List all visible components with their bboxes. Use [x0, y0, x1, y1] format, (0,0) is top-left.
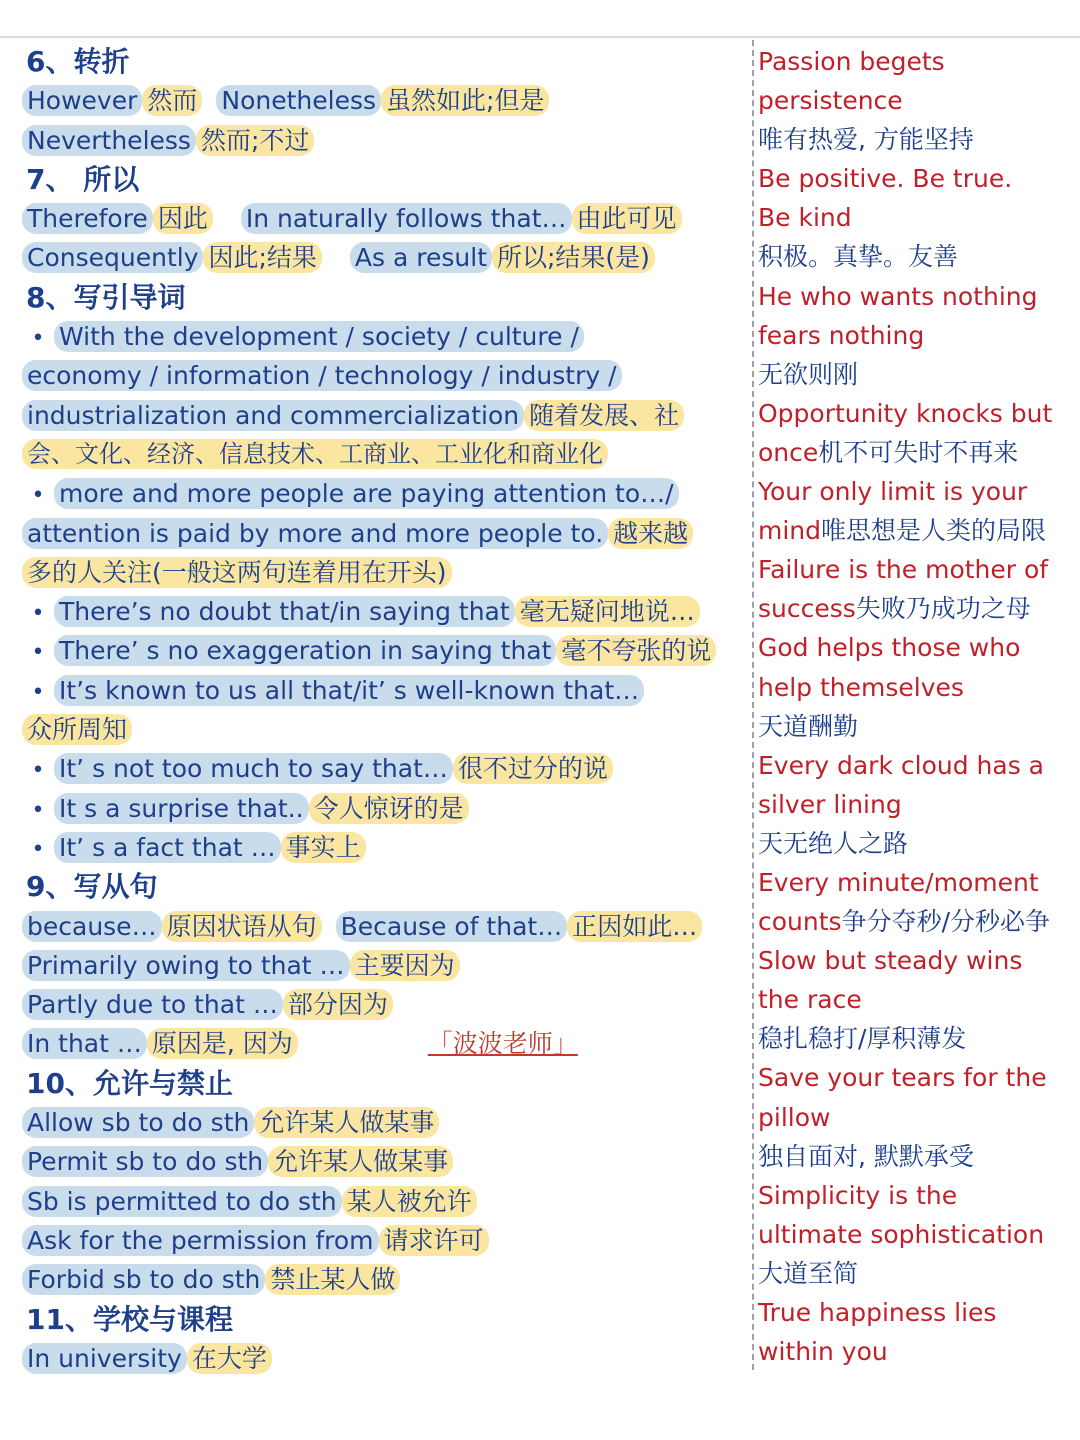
bullet: • — [31, 758, 45, 784]
quote-translation: 稳扎稳打/厚积薄发 — [758, 1024, 967, 1054]
quote-zh: 失败乃成功之母 — [855, 594, 1031, 624]
section-heading-permission: 10、允许与禁止 — [26, 1066, 233, 1100]
quote-line: He who wants nothing — [758, 281, 1038, 311]
phrase-zh: 多的人关注(一般这两句连着用在开头) — [22, 557, 452, 588]
phrase-en: In university — [22, 1343, 187, 1374]
phrase-en: Allow sb to do sth — [22, 1107, 254, 1138]
quote-line: silver lining — [758, 789, 902, 819]
bullet: • — [31, 679, 45, 705]
quote-translation: 积极。真挚。友善 — [758, 242, 959, 272]
quote-line: Your only limit is your — [758, 477, 1028, 507]
phrase-line — [22, 631, 750, 670]
author-signature: 「波波老师」 — [427, 1029, 578, 1059]
quote-translation: 天道酬勤 — [758, 711, 859, 741]
phrase-zh: 允许某人做某事 — [268, 1146, 453, 1177]
phrase-en: attention is paid by more and more people to. — [22, 518, 608, 549]
quote-en: mind — [758, 516, 822, 546]
phrase-line — [22, 396, 750, 435]
phrase-zh: 部分因为 — [283, 989, 393, 1020]
quote-line: Save your tears for the — [758, 1063, 1047, 1093]
quote-line: Slow but steady wins — [758, 946, 1023, 976]
phrase-line — [22, 946, 750, 985]
top-divider — [0, 36, 1080, 38]
phrase-line — [22, 474, 750, 513]
quote-translation: 无欲则刚 — [758, 359, 859, 389]
phrase-zh: 很不过分的说 — [453, 753, 613, 784]
phrase-en: There’ s no exaggeration in saying that — [54, 635, 556, 666]
phrase-en: With the development / society / culture / — [54, 321, 584, 352]
phrase-en: industrialization and commercialization — [22, 400, 524, 431]
quote-line: the race — [758, 985, 862, 1015]
quote-zh: 唯思想是人类的局限 — [821, 516, 1047, 546]
phrase-line — [22, 514, 750, 553]
quote-line: Opportunity knocks but — [758, 398, 1053, 428]
bullet: • — [31, 326, 45, 352]
quote-en: success — [758, 594, 856, 624]
phrase-zh: 原因是, 因为 — [147, 1028, 298, 1059]
quote-line — [758, 511, 1078, 550]
quotes-column — [758, 42, 1078, 1371]
phrase-line — [22, 81, 750, 120]
phrase-en: Partly due to that … — [22, 989, 283, 1020]
quote-line: Be positive. Be true. — [758, 164, 1013, 194]
phrase-line — [22, 199, 750, 238]
phrase-zh: 原因状语从句 — [162, 911, 322, 942]
section-heading-clauses: 9、写从句 — [26, 870, 158, 904]
phrase-line — [22, 553, 750, 592]
phrase-zh: 因此;结果 — [203, 242, 321, 273]
quote-line — [758, 902, 1078, 941]
phrase-line — [22, 749, 750, 788]
phrase-line — [22, 789, 750, 828]
phrase-zh: 因此 — [153, 203, 213, 234]
phrase-line — [22, 907, 750, 946]
quote-en: counts — [758, 907, 842, 937]
phrase-en: Nonetheless — [216, 85, 381, 116]
section-heading-school: 11、学校与课程 — [26, 1302, 233, 1336]
phrase-line — [22, 1221, 750, 1260]
quote-line: Failure is the mother of — [758, 555, 1049, 585]
phrase-line — [22, 1103, 750, 1142]
phrase-line — [22, 1339, 750, 1378]
phrase-en: economy / information / technology / industry / — [22, 360, 622, 391]
phrase-en: It s a surprise that.. — [54, 793, 309, 824]
phrase-en: In naturally follows that… — [241, 203, 572, 234]
phrase-line — [22, 671, 750, 710]
phrase-zh: 众所周知 — [22, 714, 132, 745]
phrase-zh: 正因如此… — [567, 911, 702, 942]
phrase-zh: 事实上 — [281, 832, 366, 863]
phrase-en: Forbid sb to do sth — [22, 1264, 265, 1295]
phrase-line — [22, 1182, 750, 1221]
phrase-zh: 毫无疑问地说… — [515, 596, 700, 627]
column-divider — [752, 40, 754, 1370]
phrase-en: Primarily owing to that … — [22, 950, 350, 981]
phrase-line — [22, 592, 750, 631]
phrase-en: There’s no doubt that/in saying that — [54, 596, 515, 627]
quote-line — [758, 433, 1078, 472]
phrase-zh: 然而 — [142, 85, 202, 116]
phrase-zh: 在大学 — [187, 1343, 272, 1374]
quote-line: Every dark cloud has a — [758, 750, 1044, 780]
phrase-en: In that … — [22, 1028, 147, 1059]
quote-translation: 大道至简 — [758, 1258, 859, 1288]
phrase-zh: 虽然如此;但是 — [381, 85, 549, 116]
phrase-en: As a result — [350, 242, 492, 273]
phrase-en: It’s known to us all that/it’ s well-known that… — [54, 675, 644, 706]
quote-translation: 独自面对, 默默承受 — [758, 1141, 974, 1171]
phrase-zh: 会、文化、经济、信息技术、工商业、工业化和商业化 — [22, 439, 608, 469]
phrase-line — [22, 985, 750, 1024]
phrase-en: However — [22, 85, 142, 116]
phrase-line — [22, 1142, 750, 1181]
phrase-line — [22, 121, 750, 160]
phrase-zh: 允许某人做某事 — [254, 1107, 439, 1138]
quote-zh: 机不可失时不再来 — [818, 437, 1019, 467]
phrase-line — [22, 435, 750, 474]
phrase-zh: 由此可见 — [572, 203, 682, 234]
phrase-en: Ask for the permission from — [22, 1225, 379, 1256]
section-heading-intro-words: 8、写引导词 — [26, 280, 186, 314]
phrase-zh: 禁止某人做 — [265, 1264, 400, 1295]
quote-line: within you — [758, 1337, 888, 1367]
phrase-line — [22, 356, 750, 395]
phrase-en: Nevertheless — [22, 125, 196, 156]
phrase-en: Sb is permitted to do sth — [22, 1186, 342, 1217]
phrase-line — [22, 317, 750, 356]
phrase-line — [22, 710, 750, 749]
quote-zh: 争分夺秒/分秒必争 — [841, 907, 1050, 937]
phrase-line — [22, 828, 750, 867]
quote-translation: 天无绝人之路 — [758, 828, 909, 858]
quote-line: fears nothing — [758, 320, 925, 350]
quote-line — [758, 589, 1078, 628]
quote-line: Simplicity is the — [758, 1180, 958, 1210]
phrase-en: It’ s not too much to say that… — [54, 753, 453, 784]
quote-line: persistence — [758, 86, 903, 116]
quote-line: pillow — [758, 1102, 831, 1132]
section-heading-transition: 6、转折 — [26, 45, 130, 78]
phrase-line — [22, 1260, 750, 1299]
section-heading-result: 7、 所以 — [26, 162, 140, 196]
phrase-en: more and more people are paying attention to…/ — [54, 478, 679, 509]
phrase-en: Consequently — [22, 242, 203, 273]
phrase-en: Therefore — [22, 203, 153, 234]
phrase-zh: 令人惊讶的是 — [309, 793, 469, 824]
quote-line: True happiness lies — [758, 1298, 997, 1327]
phrase-en: Because of that… — [336, 911, 568, 942]
phrase-notes-column — [22, 42, 750, 1378]
phrase-zh: 然而;不过 — [196, 125, 314, 156]
quote-line: Passion begets — [758, 47, 945, 76]
quote-line: Every minute/moment — [758, 867, 1039, 897]
quote-line: Be kind — [758, 203, 852, 233]
quote-en: once — [758, 437, 819, 467]
quote-translation: 唯有热爱, 方能坚持 — [758, 125, 974, 155]
quote-line: God helps those who — [758, 633, 1021, 663]
bullet: • — [31, 797, 45, 823]
phrase-en: because… — [22, 911, 162, 942]
phrase-zh: 毫不夸张的说 — [556, 635, 716, 666]
phrase-zh: 越来越 — [608, 518, 693, 549]
phrase-zh: 所以;结果(是) — [492, 242, 655, 273]
phrase-zh: 某人被允许 — [342, 1186, 477, 1217]
phrase-zh: 随着发展、社 — [524, 400, 684, 431]
phrase-line — [22, 238, 750, 277]
bullet: • — [31, 483, 45, 509]
bullet: • — [31, 836, 45, 862]
phrase-zh: 主要因为 — [350, 950, 460, 981]
bullet: • — [31, 601, 45, 627]
bullet: • — [31, 640, 45, 666]
phrase-en: It’ s a fact that … — [54, 832, 281, 863]
quote-line: ultimate sophistication — [758, 1219, 1045, 1249]
phrase-line — [22, 1024, 750, 1063]
phrase-zh: 请求许可 — [379, 1225, 489, 1256]
quote-line: help themselves — [758, 672, 964, 702]
phrase-en: Permit sb to do sth — [22, 1146, 268, 1177]
